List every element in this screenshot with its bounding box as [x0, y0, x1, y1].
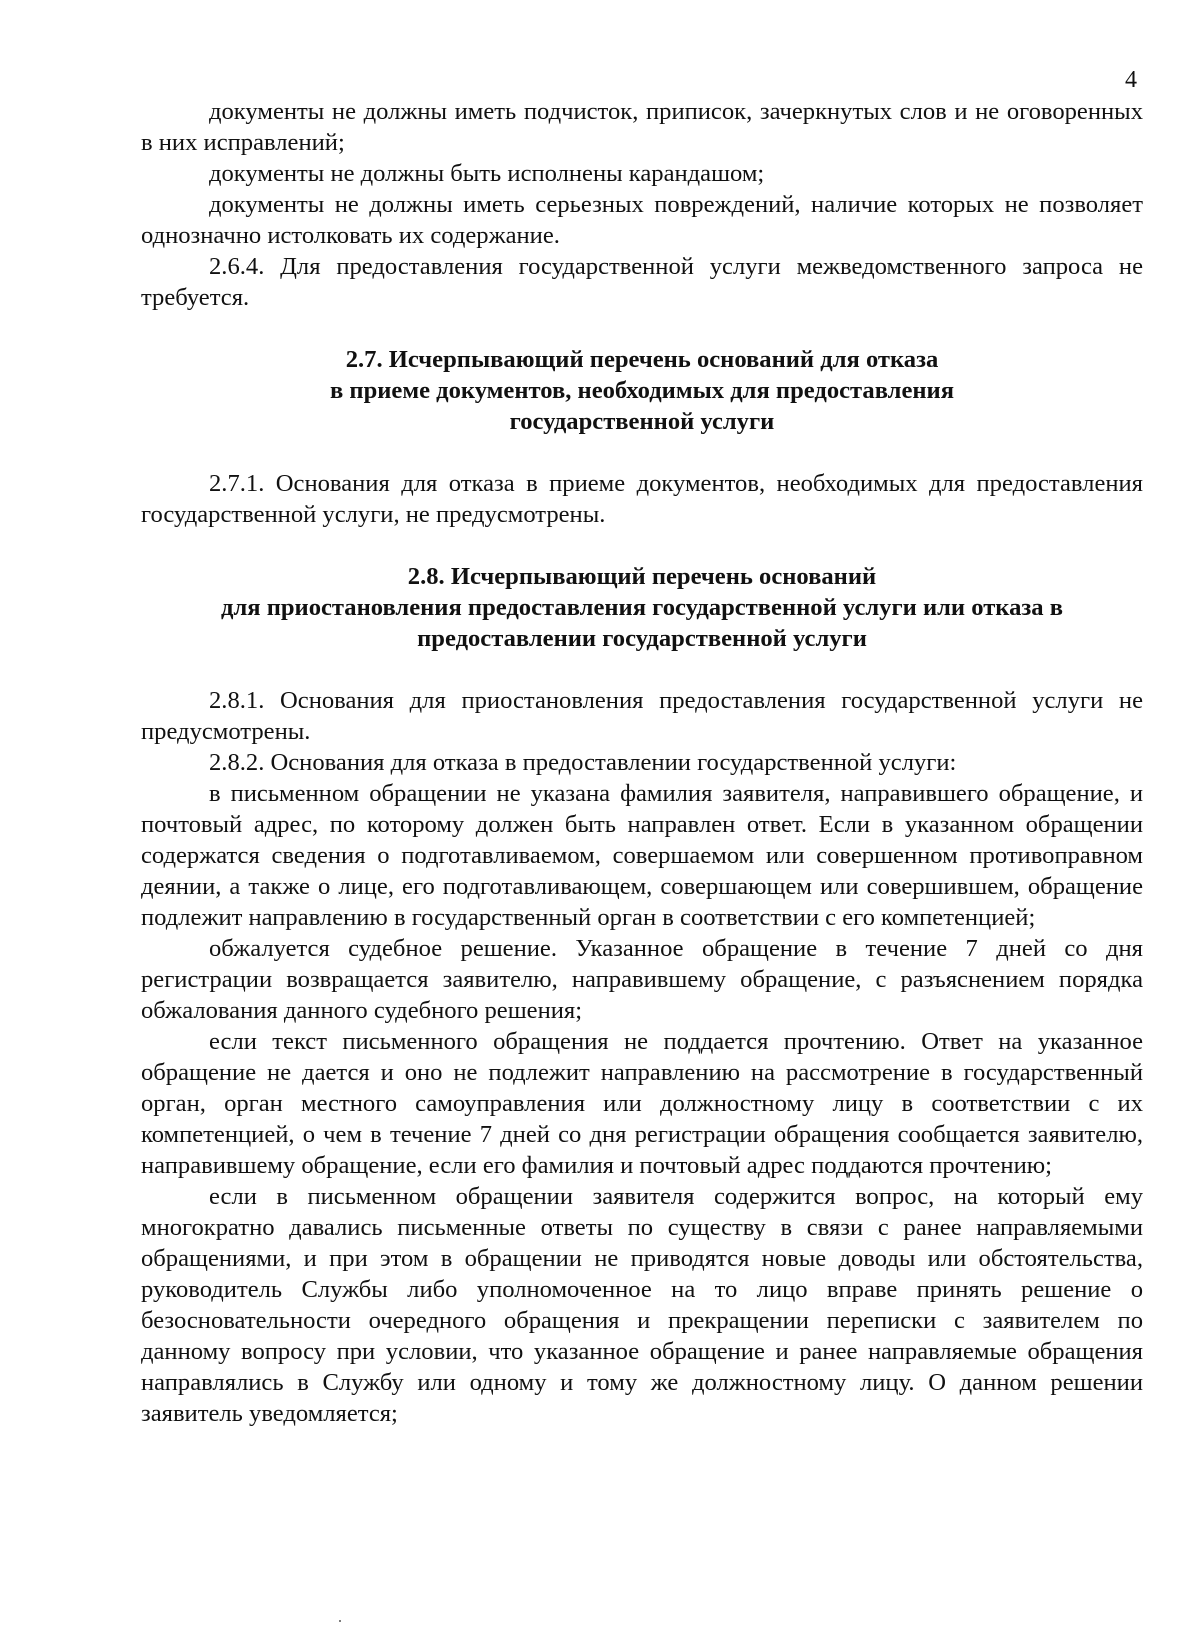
paragraph: документы не должны иметь серьезных повреждений, наличие которых не позволяет однозначно истолковать их содержание.: [141, 191, 1143, 249]
heading-line: в приеме документов, необходимых для предоставления: [329, 377, 955, 404]
scan-artifact: [339, 1620, 341, 1622]
paragraph: 2.6.4. Для предоставления государственной услуги межведомственного запроса не требуется.: [141, 253, 1143, 311]
paragraph: 2.8.1. Основания для приостановления предоставления государственной услуги не предусмотрены.: [141, 687, 1143, 745]
document-body: [141, 96, 1143, 1429]
heading-line: предоставлении государственной услуги: [417, 625, 867, 652]
section-heading-2-7: [141, 344, 1143, 437]
section-heading-2-8: [141, 561, 1143, 654]
paragraph: 2.7.1. Основания для отказа в приеме документов, необходимых для предоставления государственной услуги, не предусмотрены.: [141, 470, 1143, 528]
heading-line: для приостановления предоставления государственной услуги или отказа в: [221, 594, 1063, 621]
paragraph: 2.8.2. Основания для отказа в предоставлении государственной услуги:: [209, 749, 957, 776]
heading-line: 2.8. Исчерпывающий перечень оснований: [407, 563, 877, 590]
paragraph: в письменном обращении не указана фамилия заявителя, направившего обращение, и почтовый адрес, по которому должен быть направлен ответ. Если в указанном обращении содержатся сведения о подготавливаемом, совершаемом или совершенном противоправном деянии, а также о лице, его подготавливающем, совершающем или совершившем, обращение подлежит направлению в государственный орган в соответствии с его компетенцией;: [141, 780, 1143, 931]
paragraph: документы не должны быть исполнены карандашом;: [209, 160, 765, 187]
paragraph: если в письменном обращении заявителя содержится вопрос, на который ему многократно давались письменные ответы по существу в связи с ранее направляемыми обращениями, и при этом в обращении не приводятся новые доводы или обстоятельства, руководитель Службы либо уполномоченное на то лицо вправе принять решение о безосновательности очередного обращения и прекращении переписки с заявителем по данному вопросу при условии, что указанное обращение и ранее направляемые обращения направлялись в Службу или одному и тому же должностному лицу. О данном решении заявитель уведомляется;: [141, 1183, 1143, 1427]
heading-line: 2.7. Исчерпывающий перечень оснований для отказа: [345, 346, 939, 373]
page-number: 4: [1125, 67, 1137, 93]
paragraph: документы не должны иметь подчисток, приписок, зачеркнутых слов и не оговоренных в них исправлений;: [141, 98, 1143, 156]
paragraph: если текст письменного обращения не поддается прочтению. Ответ на указанное обращение не дается и оно не подлежит направлению на рассмотрение в государственный орган, орган местного самоуправления или должностному лицу в соответствии с их компетенцией, о чем в течение 7 дней со дня регистрации обращения сообщается заявителю, направившему обращение, если его фамилия и почтовый адрес поддаются прочтению;: [141, 1028, 1143, 1179]
paragraph: обжалуется судебное решение. Указанное обращение в течение 7 дней со дня регистрации возвращается заявителю, направившему обращение, с разъяснением порядка обжалования данного судебного решения;: [141, 935, 1143, 1024]
heading-line: государственной услуги: [509, 408, 775, 435]
